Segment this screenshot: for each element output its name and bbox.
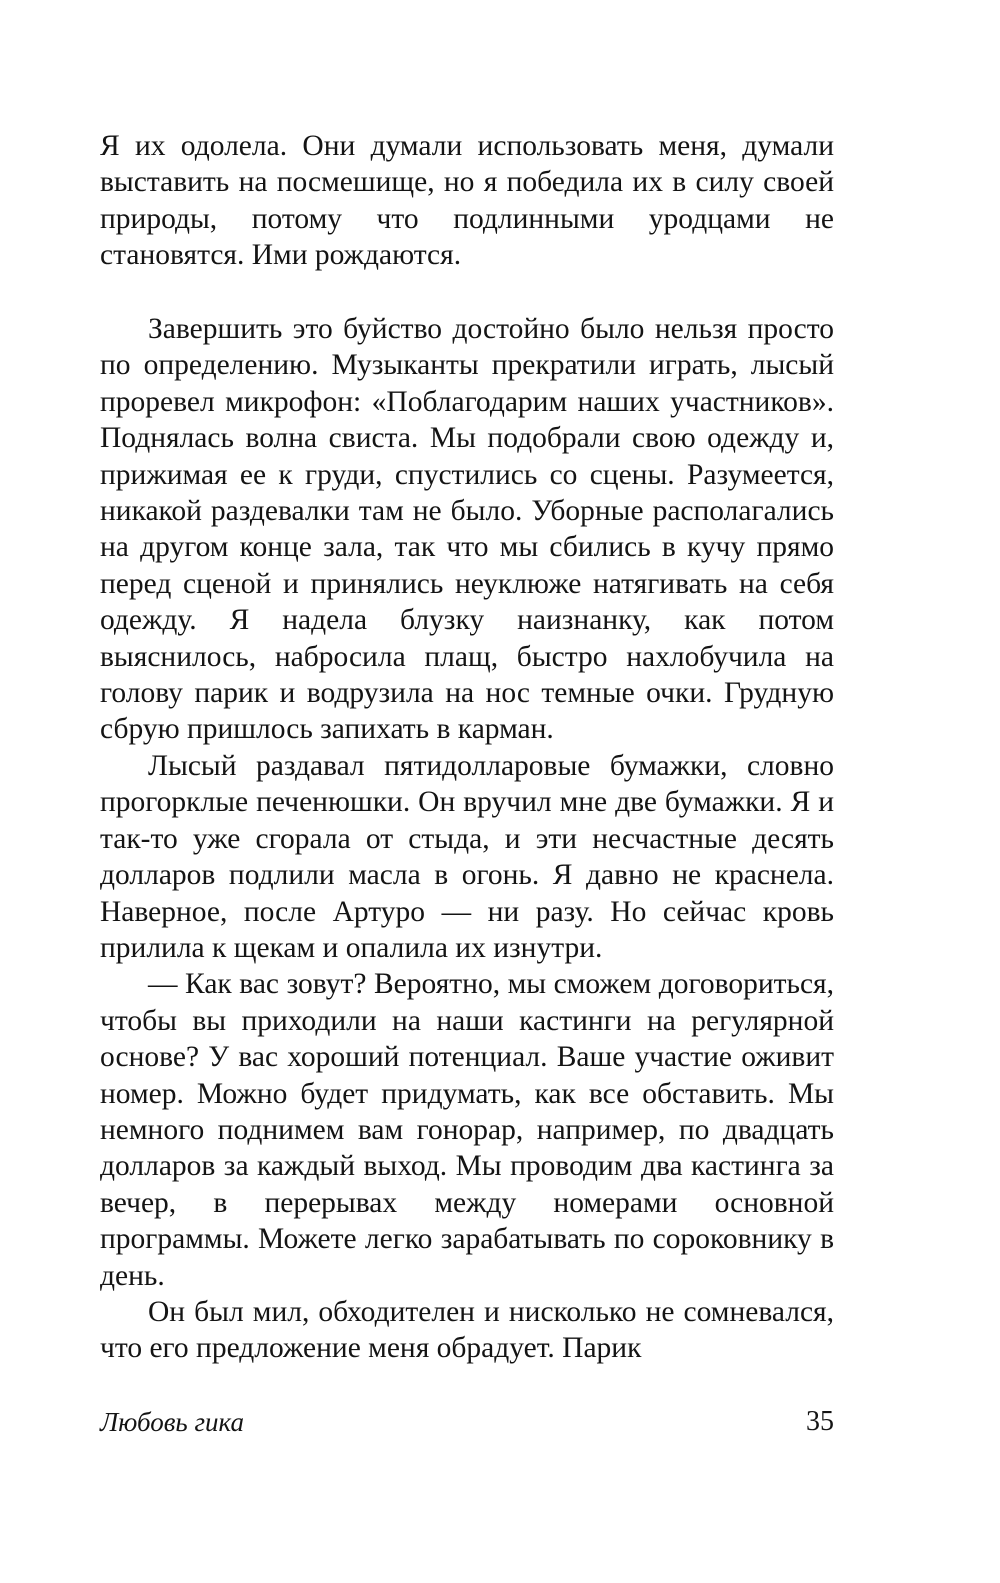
opening-text xyxy=(100,128,834,274)
paragraph-4-dialogue: — Как вас зовут? Вероятно, мы сможем договориться, чтобы вы приходили на наши кастинги на регулярной основе? У вас хороший потенциал. Ваше участие оживит номер. Можно будет придумать, как все обставить. Мы немного поднимем вам гонорар, например, по двадцать долларов за каждый выход. Мы проводим два кастинга за вечер, в перерывах между номерами основной программы. Можете легко зарабатывать по сороковнику в день. xyxy=(100,968,834,1292)
paragraph-1: Я их одолела. Они думали использовать меня, думали выставить на посмешище, но я победила их в силу своей природы, потому что подлинными уродцами не становятся. Ими рождаются. xyxy=(100,130,834,272)
paragraph-2: Завершить это буйство достойно было нельзя просто по определению. Музыканты прекратили играть, лысый проревел микрофон: «Поблагодарим наших участников». Поднялась волна свиста. Мы подобрали свою одежду и, прижимая ее к груди, спустились со сцены. Разумеется, никакой раздевалки там не было. Уборные располагались на другом конце зала, так что мы сбились в кучу прямо перед сценой и принялись неуклюже натягивать на себя одежду. Я надела блузку наизнанку, как потом выяснилось, набросила плащ, быстро нахлобучила на голову парик и водрузила на нос темные очки. Грудную сбрую пришлось запихать в карман. xyxy=(100,313,834,746)
paragraph-5: Он был мил, обходителен и нисколько не сомневался, что его предложение меня обрадует. Парик xyxy=(100,1295,834,1365)
main-text xyxy=(100,311,834,1367)
paragraph-3: Лысый раздавал пятидолларовые бумажки, словно прогорклые печенюшки. Он вручил мне две бумажки. Я и так-то уже сгорала от стыда, и эти несчастные десять долларов подлили масла в огонь. Я давно не краснела. Наверное, после Артуро — ни разу. Но сейчас кровь прилила к щекам и опалила их изнутри. xyxy=(100,749,834,964)
running-title: Любовь гика xyxy=(100,1407,244,1437)
page-number: 35 xyxy=(806,1406,834,1437)
